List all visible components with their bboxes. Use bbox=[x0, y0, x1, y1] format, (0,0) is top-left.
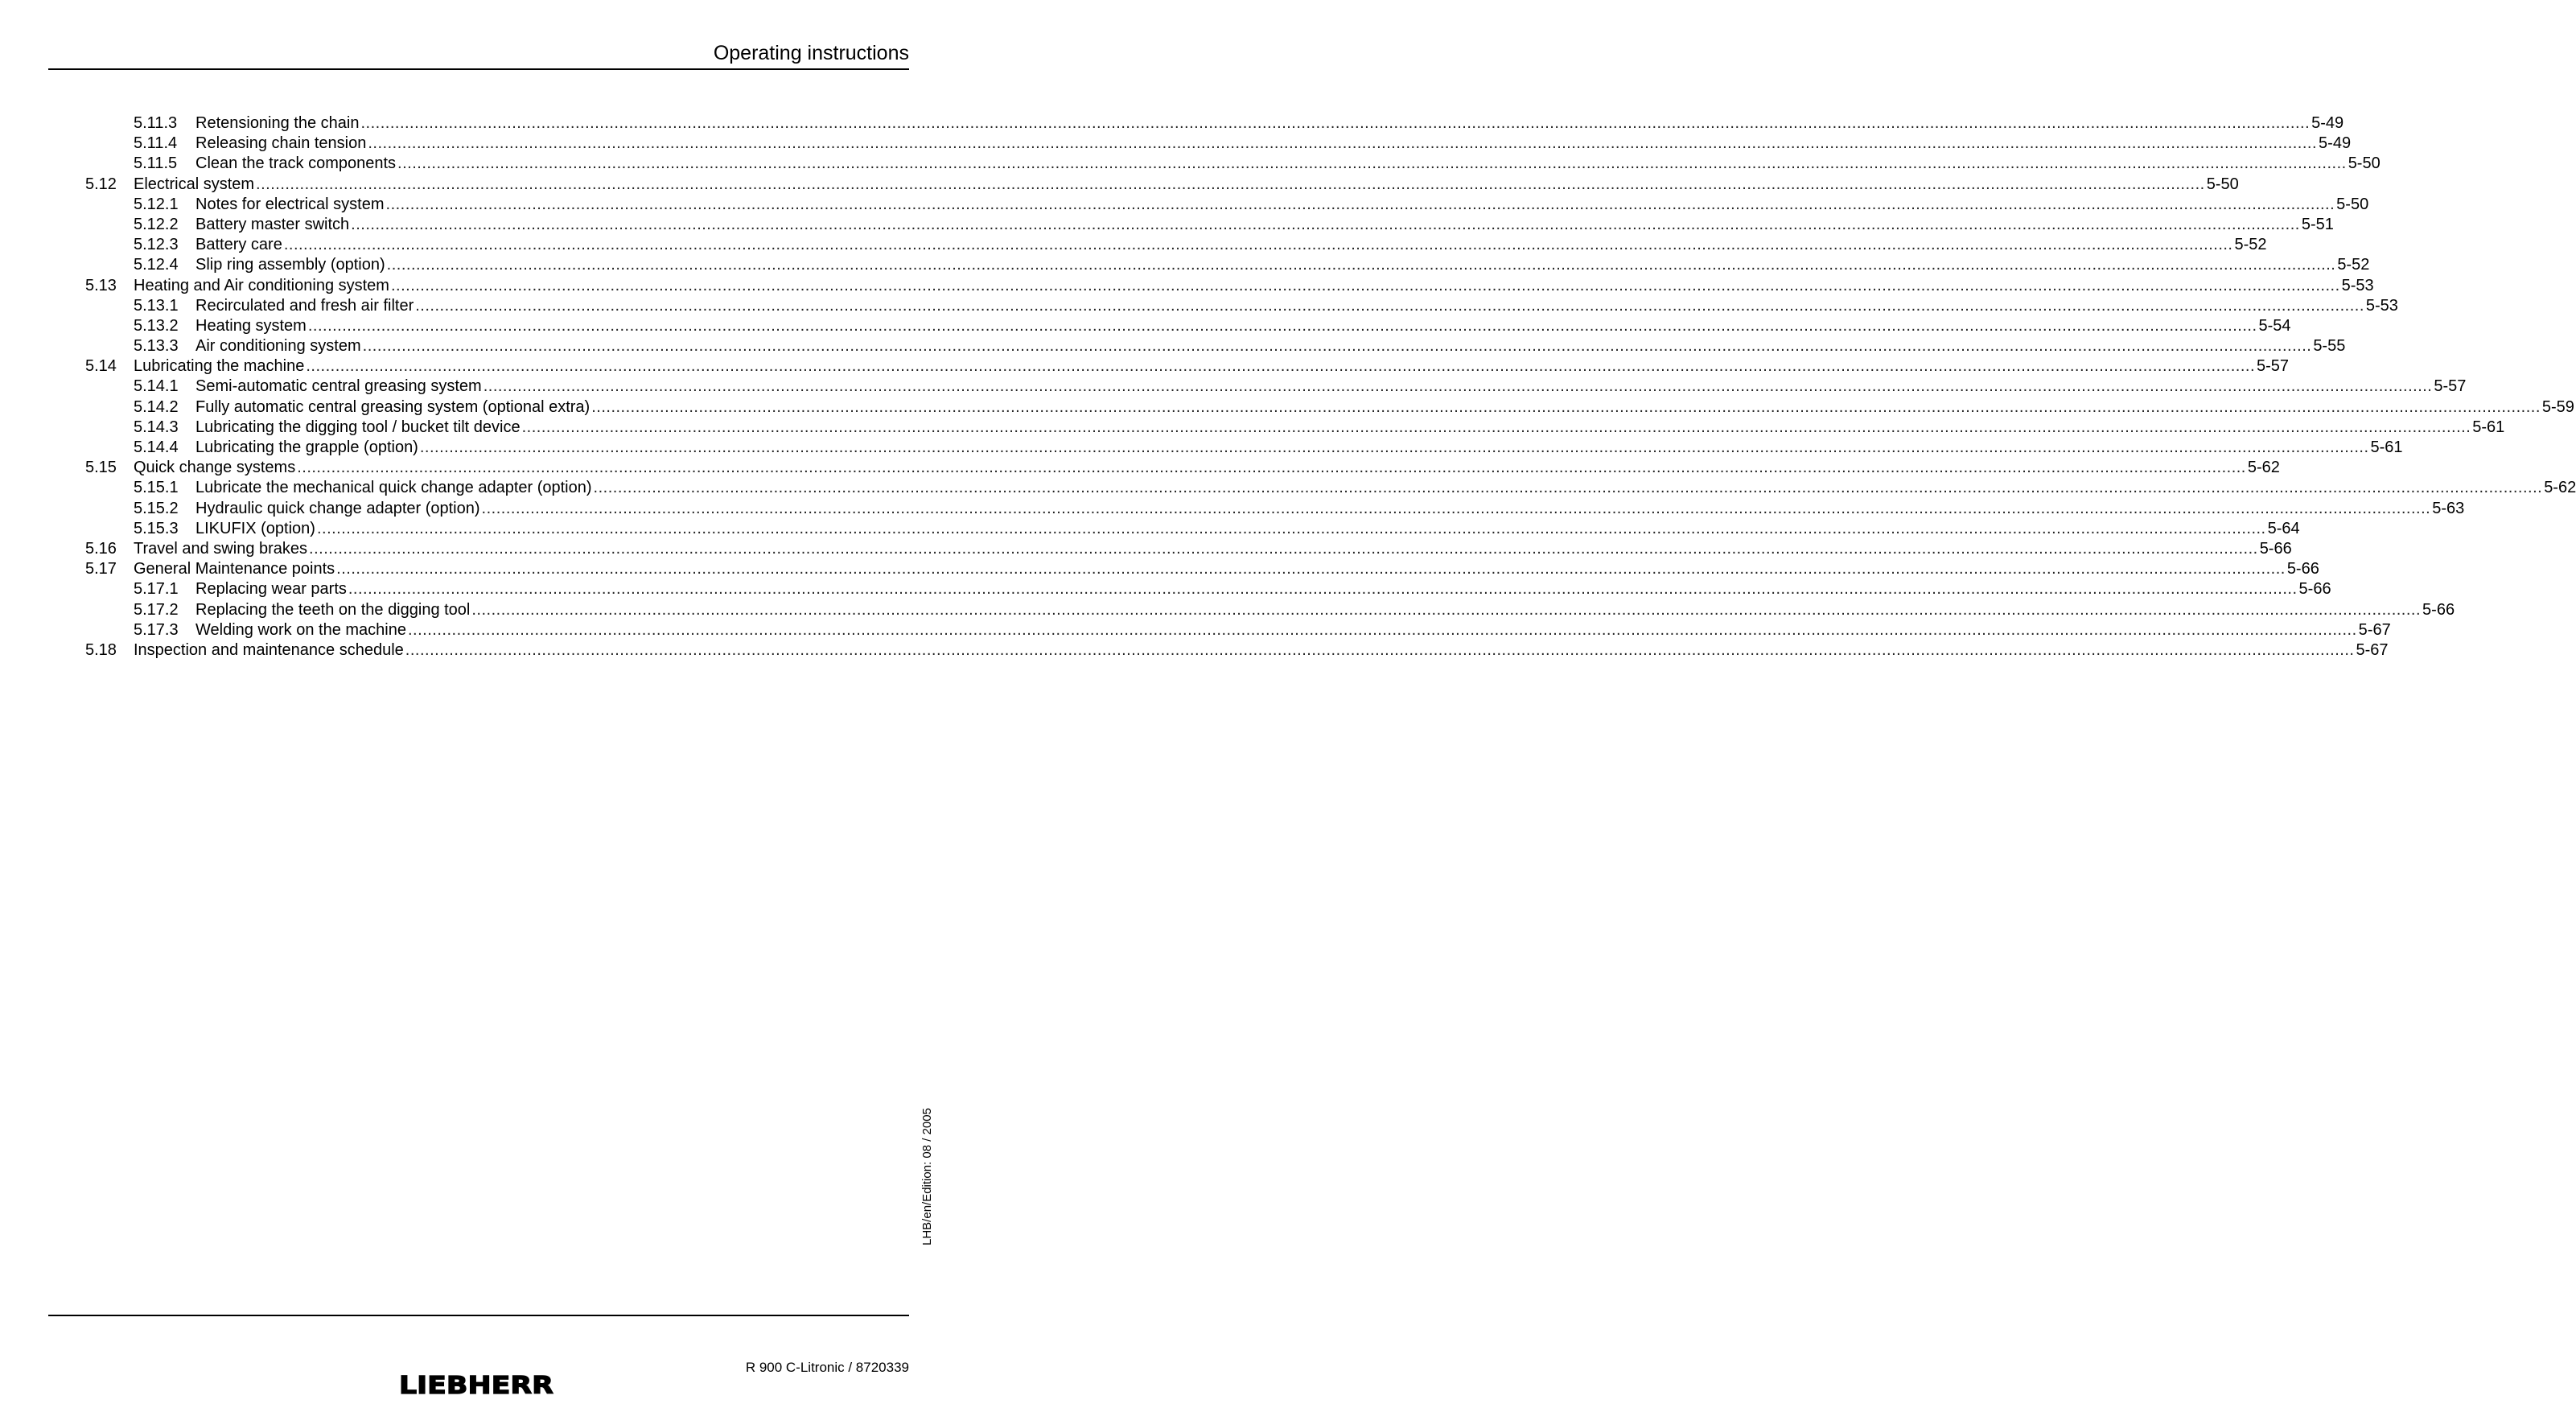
toc-entry-body bbox=[195, 255, 2370, 275]
toc-leader-dots: ................................................................................................................................................................................................................................................................................................................................................................................................................ bbox=[256, 175, 2205, 193]
toc-entry bbox=[85, 336, 2346, 356]
toc-entry-body bbox=[195, 296, 2398, 316]
toc-entry-body bbox=[195, 438, 2403, 458]
toc-entry-body bbox=[195, 377, 2467, 397]
toc-entry-body bbox=[195, 316, 2291, 336]
toc-entry-title: Inspection and maintenance schedule bbox=[134, 640, 404, 659]
toc-entry-body bbox=[195, 478, 2576, 498]
toc-entry-body bbox=[195, 418, 2505, 438]
toc-entry-title: Electrical system bbox=[134, 175, 255, 193]
toc-leader-dots: ................................................................................................................................................................................................................................................................................................................................................................................................................ bbox=[481, 499, 2431, 517]
toc-entry-body bbox=[134, 175, 2239, 195]
toc-entry bbox=[85, 579, 2331, 599]
toc-entry-title: Battery master switch bbox=[195, 215, 350, 233]
toc-entry-number: 5.15.1 bbox=[134, 479, 179, 497]
toc-entry-title: Lubricating the digging tool / bucket tilt device bbox=[195, 418, 521, 436]
toc-entry bbox=[85, 640, 2389, 661]
toc-entry-number: 5.14 bbox=[85, 357, 117, 376]
toc-entry bbox=[85, 235, 2267, 255]
toc-entry-body bbox=[134, 276, 2374, 296]
toc-entry-title: Slip ring assembly (option) bbox=[195, 256, 385, 274]
toc-entry-page: 5-52 bbox=[2234, 236, 2267, 254]
toc-entry-title: General Maintenance points bbox=[134, 560, 335, 578]
toc-entry-page: 5-62 bbox=[2247, 459, 2280, 477]
toc-leader-dots: ................................................................................................................................................................................................................................................................................................................................................................................................................ bbox=[307, 316, 2257, 335]
toc-entry-number: 5.17.3 bbox=[134, 620, 179, 639]
toc-entry-page: 5-49 bbox=[2311, 114, 2344, 132]
toc-entry-number: 5.13.3 bbox=[134, 337, 179, 356]
toc-leader-dots: ................................................................................................................................................................................................................................................................................................................................................................................................................ bbox=[471, 600, 2422, 619]
toc-entry-body bbox=[195, 134, 2352, 154]
toc-entry-body bbox=[195, 519, 2300, 539]
toc-entry-number: 5.12.4 bbox=[134, 256, 179, 274]
toc-entry-body bbox=[195, 336, 2346, 356]
toc-entry-page: 5-67 bbox=[2358, 620, 2391, 639]
toc-leader-dots: ................................................................................................................................................................................................................................................................................................................................................................................................................ bbox=[351, 215, 2300, 233]
toc-entry-title: Replacing wear parts bbox=[195, 580, 347, 599]
toc-entry bbox=[85, 478, 2576, 498]
toc-entry-title: Retensioning the chain bbox=[195, 114, 360, 132]
toc-entry-body bbox=[195, 215, 2334, 235]
toc-entry bbox=[85, 559, 2319, 579]
toc-entry-title: Clean the track components bbox=[195, 154, 397, 173]
toc-entry-body bbox=[195, 113, 2344, 134]
toc-entry-title: Travel and swing brakes bbox=[134, 539, 308, 558]
toc-entry-page: 5-57 bbox=[2257, 357, 2290, 376]
toc-leader-dots: ................................................................................................................................................................................................................................................................................................................................................................................................................ bbox=[309, 539, 2258, 558]
toc-entry bbox=[85, 276, 2374, 296]
toc-entry-title: Quick change systems bbox=[134, 459, 296, 477]
toc-entry bbox=[85, 499, 2465, 519]
toc-entry-body bbox=[195, 579, 2331, 599]
toc-entry-page: 5-50 bbox=[2348, 154, 2381, 173]
toc-entry bbox=[85, 356, 2290, 377]
toc-leader-dots: ................................................................................................................................................................................................................................................................................................................................................................................................................ bbox=[483, 377, 2433, 396]
toc-entry-body bbox=[195, 499, 2465, 519]
toc-entry-title: Hydraulic quick change adapter (option) bbox=[195, 499, 480, 517]
toc-leader-dots: ................................................................................................................................................................................................................................................................................................................................................................................................................ bbox=[316, 519, 2266, 537]
toc-entry-body bbox=[134, 640, 2389, 661]
toc-entry-number: 5.12.1 bbox=[134, 195, 179, 213]
toc-entry-number: 5.13.1 bbox=[134, 296, 179, 315]
toc-leader-dots: ................................................................................................................................................................................................................................................................................................................................................................................................................ bbox=[336, 560, 2286, 578]
toc-entry-body bbox=[195, 600, 2455, 620]
toc-entry bbox=[85, 175, 2239, 195]
toc-entry-body bbox=[195, 235, 2267, 255]
toc-entry-number: 5.13.2 bbox=[134, 316, 179, 335]
toc-entry-title: Recirculated and fresh air filter bbox=[195, 296, 414, 315]
toc-entry bbox=[85, 519, 2300, 539]
toc-entry bbox=[85, 316, 2291, 336]
toc-entry-page: 5-63 bbox=[2432, 499, 2465, 517]
toc-entry-title: Battery care bbox=[195, 236, 282, 254]
toc-entry bbox=[85, 195, 2369, 215]
toc-entry-number: 5.14.3 bbox=[134, 418, 179, 436]
toc-entry-page: 5-66 bbox=[2286, 560, 2319, 578]
toc-entry-number: 5.11.3 bbox=[134, 114, 178, 132]
footer-rule bbox=[48, 1315, 909, 1316]
toc-entry-page: 5-49 bbox=[2319, 134, 2352, 153]
toc-entry-number: 5.15.3 bbox=[134, 519, 179, 537]
toc-entry-title: Replacing the teeth on the digging tool bbox=[195, 600, 471, 619]
toc-entry-body bbox=[134, 458, 2280, 478]
toc-entry-page: 5-66 bbox=[2298, 580, 2331, 599]
toc-entry-title: LIKUFIX (option) bbox=[195, 519, 315, 537]
toc-entry bbox=[85, 397, 2574, 418]
toc-entry bbox=[85, 418, 2505, 438]
toc-entry-page: 5-50 bbox=[2336, 195, 2369, 213]
toc-entry-page: 5-57 bbox=[2434, 377, 2467, 396]
toc-leader-dots: ................................................................................................................................................................................................................................................................................................................................................................................................................ bbox=[415, 296, 2364, 315]
footer-reference: R 900 C-Litronic / 8720339 bbox=[745, 1360, 909, 1375]
toc-entry-page: 5-52 bbox=[2337, 256, 2370, 274]
toc-leader-dots: ................................................................................................................................................................................................................................................................................................................................................................................................................ bbox=[386, 256, 2336, 274]
toc-entry-title: Notes for electrical system bbox=[195, 195, 385, 213]
toc-entry-body bbox=[134, 356, 2290, 377]
header-title: Operating instructions bbox=[713, 42, 909, 64]
toc-entry bbox=[85, 600, 2455, 620]
toc-entry bbox=[85, 539, 2292, 559]
toc-entry-number: 5.14.2 bbox=[134, 397, 179, 416]
toc-entry-number: 5.18 bbox=[85, 640, 117, 659]
toc-leader-dots: ................................................................................................................................................................................................................................................................................................................................................................................................................ bbox=[408, 620, 2357, 639]
toc-entry-number: 5.15.2 bbox=[134, 499, 179, 517]
toc-entry-page: 5-53 bbox=[2365, 296, 2398, 315]
toc-entry-body bbox=[195, 154, 2381, 174]
toc-entry-page: 5-53 bbox=[2341, 276, 2374, 294]
toc-entry-title: Lubricating the grapple (option) bbox=[195, 438, 418, 456]
toc-leader-dots: ................................................................................................................................................................................................................................................................................................................................................................................................................ bbox=[521, 418, 2471, 436]
toc-entry-body bbox=[134, 539, 2292, 559]
toc-entry-title: Releasing chain tension bbox=[195, 134, 367, 153]
toc-entry-page: 5-67 bbox=[2356, 640, 2389, 659]
toc-entry-title: Lubricate the mechanical quick change adapter (option) bbox=[195, 479, 592, 497]
toc-entry bbox=[85, 458, 2280, 478]
toc-leader-dots: ................................................................................................................................................................................................................................................................................................................................................................................................................ bbox=[283, 236, 2233, 254]
toc-entry-number: 5.12 bbox=[85, 175, 117, 193]
toc-entry bbox=[85, 377, 2467, 397]
toc-entry-title: Welding work on the machine bbox=[195, 620, 406, 639]
toc-entry-page: 5-50 bbox=[2206, 175, 2239, 193]
toc-entry-number: 5.12.3 bbox=[134, 236, 179, 254]
toc-leader-dots: ................................................................................................................................................................................................................................................................................................................................................................................................................ bbox=[368, 134, 2318, 153]
toc-leader-dots: ................................................................................................................................................................................................................................................................................................................................................................................................................ bbox=[306, 357, 2256, 376]
toc-leader-dots: ................................................................................................................................................................................................................................................................................................................................................................................................................ bbox=[419, 438, 2369, 456]
toc-entry-title: Air conditioning system bbox=[195, 337, 361, 356]
toc-entry-number: 5.14.1 bbox=[134, 377, 179, 396]
toc-leader-dots: ................................................................................................................................................................................................................................................................................................................................................................................................................ bbox=[390, 276, 2340, 294]
toc-leader-dots: ................................................................................................................................................................................................................................................................................................................................................................................................................ bbox=[385, 195, 2335, 213]
toc-entry-number: 5.14.4 bbox=[134, 438, 179, 456]
toc-leader-dots: ................................................................................................................................................................................................................................................................................................................................................................................................................ bbox=[297, 459, 2246, 477]
toc-entry-body bbox=[195, 195, 2369, 215]
toc-leader-dots: ................................................................................................................................................................................................................................................................................................................................................................................................................ bbox=[348, 580, 2298, 599]
toc-entry-page: 5-62 bbox=[2544, 479, 2576, 497]
toc-entry bbox=[85, 438, 2403, 458]
toc-entry-number: 5.16 bbox=[85, 539, 117, 558]
toc-entry bbox=[85, 113, 2344, 134]
toc-entry-page: 5-66 bbox=[2422, 600, 2455, 619]
header-rule bbox=[48, 68, 909, 70]
liebherr-logo bbox=[396, 1368, 557, 1398]
logo-wordmark: LIEBHERR bbox=[399, 1372, 553, 1400]
toc-leader-dots: ................................................................................................................................................................................................................................................................................................................................................................................................................ bbox=[593, 479, 2543, 497]
toc-entry bbox=[85, 620, 2391, 640]
toc-entry-page: 5-51 bbox=[2301, 215, 2334, 233]
toc-leader-dots: ................................................................................................................................................................................................................................................................................................................................................................................................................ bbox=[362, 337, 2312, 356]
edition-note: LHB/en/Edition: 08 / 2005 bbox=[920, 1108, 934, 1245]
toc-entry-title: Semi-automatic central greasing system bbox=[195, 377, 482, 396]
toc-entry-page: 5-59 bbox=[2541, 397, 2574, 416]
toc-entry-page: 5-61 bbox=[2472, 418, 2505, 436]
toc-entry bbox=[85, 296, 2398, 316]
toc-entry-body bbox=[134, 559, 2319, 579]
toc-entry-page: 5-55 bbox=[2313, 337, 2346, 356]
toc-entry-number: 5.17 bbox=[85, 560, 117, 578]
toc-entry-number: 5.12.2 bbox=[134, 215, 179, 233]
toc-entry-number: 5.17.1 bbox=[134, 580, 179, 599]
toc-entry-body bbox=[195, 620, 2391, 640]
toc-entry-title: Heating system bbox=[195, 316, 307, 335]
toc-leader-dots: ................................................................................................................................................................................................................................................................................................................................................................................................................ bbox=[591, 397, 2541, 416]
toc-entry-page: 5-61 bbox=[2370, 438, 2403, 456]
toc-entry-page: 5-64 bbox=[2267, 519, 2300, 537]
toc-entry-page: 5-66 bbox=[2259, 539, 2292, 558]
toc-entry-title: Lubricating the machine bbox=[134, 357, 305, 376]
table-of-contents bbox=[85, 113, 2576, 661]
toc-entry bbox=[85, 215, 2334, 235]
toc-entry bbox=[85, 134, 2352, 154]
toc-entry-page: 5-54 bbox=[2258, 316, 2291, 335]
toc-entry bbox=[85, 255, 2370, 275]
toc-entry-number: 5.15 bbox=[85, 459, 117, 477]
toc-entry-title: Fully automatic central greasing system (optional extra) bbox=[195, 397, 591, 416]
toc-entry-number: 5.17.2 bbox=[134, 600, 179, 619]
toc-leader-dots: ................................................................................................................................................................................................................................................................................................................................................................................................................ bbox=[360, 114, 2311, 132]
toc-entry-title: Heating and Air conditioning system bbox=[134, 276, 389, 294]
toc-entry bbox=[85, 154, 2381, 174]
toc-entry-body bbox=[195, 397, 2574, 418]
toc-entry-number: 5.13 bbox=[85, 276, 117, 294]
toc-leader-dots: ................................................................................................................................................................................................................................................................................................................................................................................................................ bbox=[405, 640, 2355, 659]
toc-leader-dots: ................................................................................................................................................................................................................................................................................................................................................................................................................ bbox=[397, 154, 2347, 173]
toc-entry-number: 5.11.5 bbox=[134, 154, 178, 173]
toc-entry-number: 5.11.4 bbox=[134, 134, 178, 153]
